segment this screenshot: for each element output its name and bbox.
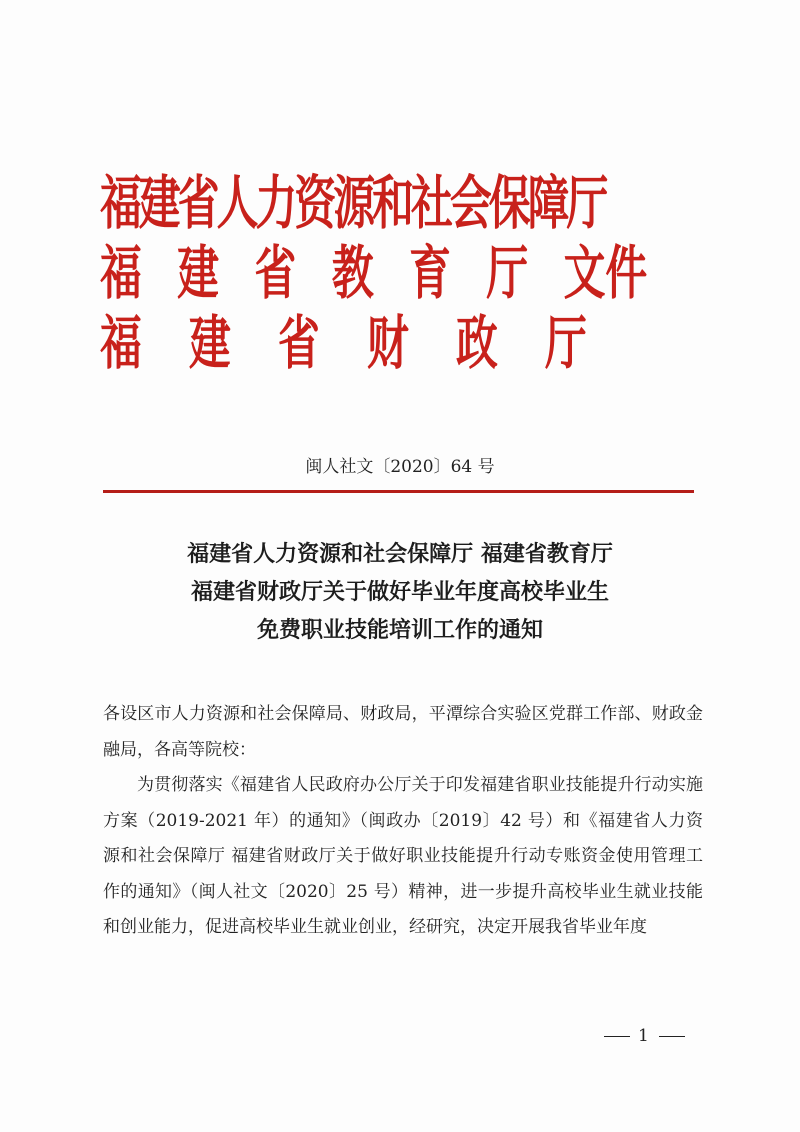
page-number-dash <box>659 1036 685 1038</box>
issuer-line-3-char: 厅 <box>544 309 587 377</box>
issuer-line-2-char: 福 <box>100 239 142 307</box>
issuer-line-3 <box>100 308 587 378</box>
title-line-3: 免费职业技能培训工作的通知 <box>256 618 543 643</box>
issuer-line-3-char: 财 <box>366 309 409 377</box>
addressee: 各设区市人力资源和社会保障局、财政局，平潭综合实验区党群工作部、财政金融局，各高等院校： <box>103 704 703 760</box>
title-line-1: 福建省人力资源和社会保障厅 福建省教育厅 <box>187 542 613 567</box>
page-number-dash <box>604 1036 630 1038</box>
issuer-line-1: 福建省人力资源和社会保障厅 <box>100 169 606 237</box>
issuer-line-3-char: 政 <box>455 309 498 377</box>
title-line-2: 福建省财政厅关于做好毕业年度高校毕业生 <box>190 580 609 605</box>
body-paragraph: 为贯彻落实《福建省人民政府办公厅关于印发福建省职业技能提升行动实施方案（2019-2021 年）的通知》（闽政办〔2019〕42 号）和《福建省人力资源和社会保障厅 福建省财政厅关于做好职业技能提升行动专账资金使用管理工作的通知》（闽人社文〔2020〕25 号）精神，进一步提升高校毕业生就业技能和创业能力，促进高校毕业生就业创业，经研究，决定开展我省毕业年度 <box>103 775 703 937</box>
issuer-line-3-char: 省 <box>277 309 320 377</box>
issuer-line-3-char: 福 <box>100 309 142 377</box>
issuer-line-2-char: 育 <box>409 239 451 307</box>
document-number: 闽人社文〔2020〕64 号 <box>305 457 495 477</box>
document-title <box>0 536 800 650</box>
issuer-line-2-char: 厅 <box>486 239 529 307</box>
issuing-agencies-header <box>100 168 800 378</box>
red-divider-line <box>103 490 694 493</box>
document-body <box>103 697 703 946</box>
issuer-line-2-char: 省 <box>254 239 297 307</box>
issuer-line-2-char: 建 <box>177 239 220 307</box>
page-number-value: 1 <box>638 1026 651 1046</box>
issuer-line-2-char: 文件 <box>563 239 648 307</box>
issuer-line-3-char: 建 <box>188 309 231 377</box>
issuer-line-2 <box>100 238 647 308</box>
issuer-line-2-char: 教 <box>331 239 374 307</box>
page-number <box>596 1026 693 1046</box>
